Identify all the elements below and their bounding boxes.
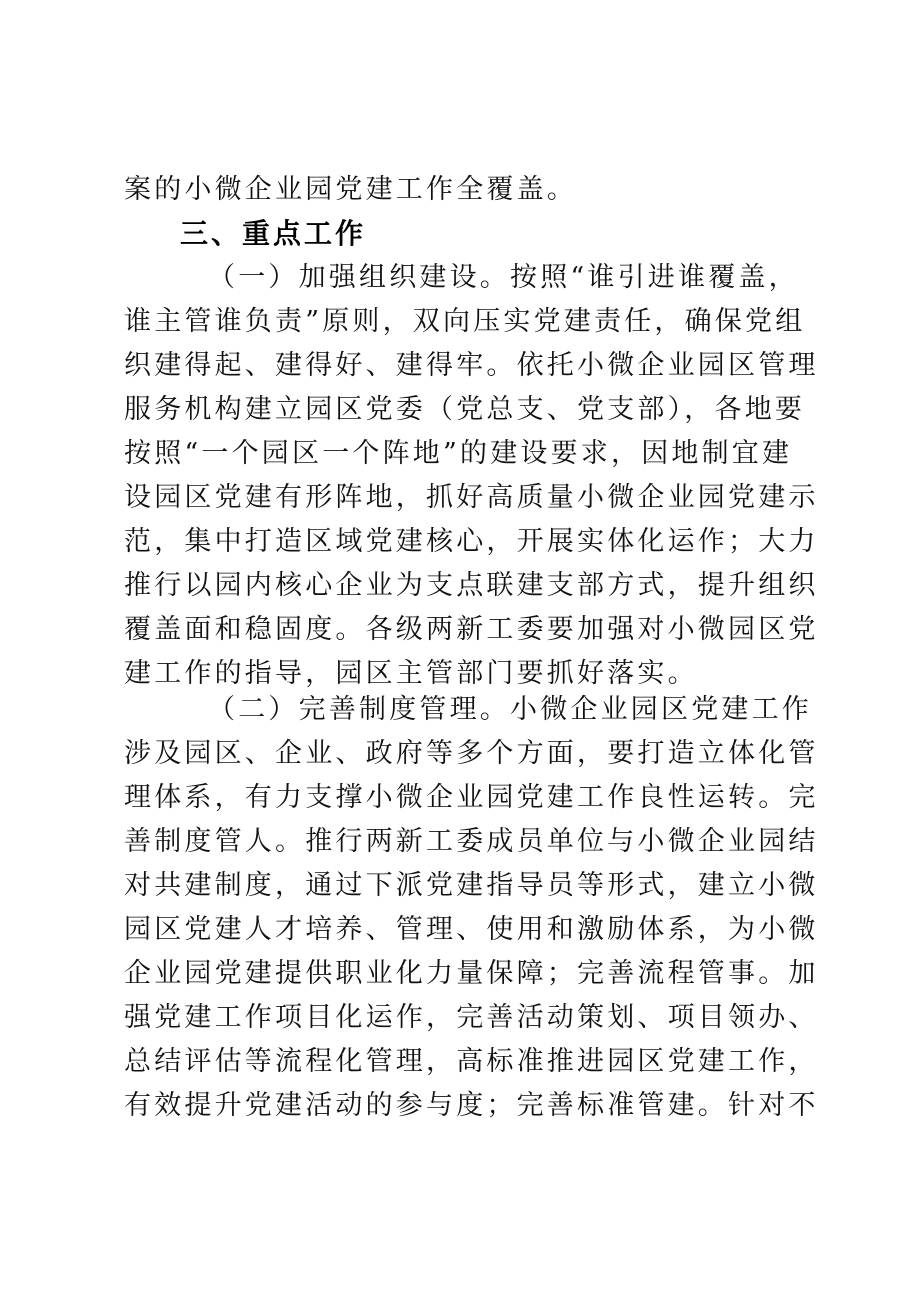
paragraph-line: 按照“一个园区一个阵地”的建设要求，因地制宜建 bbox=[124, 438, 793, 469]
paragraph-line: 织建得起、建得好、建得牢。依托小微企业园区管理 bbox=[124, 350, 819, 381]
paragraph-line: 谁主管谁负责”原则，双向压实党建责任，确保党组 bbox=[124, 306, 806, 337]
paragraph-line: 企业园党建提供职业化力量保障；完善流程管事。加 bbox=[124, 958, 819, 989]
paragraph-line: 推行以园内核心企业为支点联建支部方式，提升组织 bbox=[124, 570, 819, 601]
paragraph-line: 案的小微企业园党建工作全覆盖。 bbox=[124, 174, 577, 205]
paragraph-line: 理体系，有力支撑小微企业园党建工作良性运转。完 bbox=[124, 782, 819, 813]
paragraph-line: 服务机构建立园区党委（党总支、党支部），各地要 bbox=[124, 394, 806, 425]
paragraph-line: 设园区党建有形阵地，抓好高质量小微企业园党建示 bbox=[124, 482, 819, 513]
paragraph-line: 范，集中打造区域党建核心，开展实体化运作；大力 bbox=[124, 526, 819, 557]
paragraph-line: 总结评估等流程化管理，高标准推进园区党建工作， bbox=[124, 1046, 819, 1077]
section-heading: 三、重点工作 bbox=[180, 217, 367, 250]
paragraph-line: （二）完善制度管理。小微企业园区党建工作 bbox=[208, 694, 812, 725]
paragraph-line: 有效提升党建活动的参与度；完善标准管建。针对不 bbox=[124, 1090, 819, 1121]
paragraph-line: 建工作的指导，园区主管部门要抓好落实。 bbox=[124, 658, 698, 689]
paragraph-line: 园区党建人才培养、管理、使用和激励体系，为小微 bbox=[124, 914, 819, 945]
paragraph-line: 对共建制度，通过下派党建指导员等形式，建立小微 bbox=[124, 870, 819, 901]
paragraph-line: 强党建工作项目化运作，完善活动策划、项目领办、 bbox=[124, 1002, 819, 1033]
paragraph-line: 涉及园区、企业、政府等多个方面，要打造立体化管 bbox=[124, 738, 819, 769]
paragraph-line: 善制度管人。推行两新工委成员单位与小微企业园结 bbox=[124, 826, 819, 857]
paragraph-line: （一）加强组织建设。按照“谁引进谁覆盖， bbox=[208, 262, 799, 293]
paragraph-line: 覆盖面和稳固度。各级两新工委要加强对小微园区党 bbox=[124, 614, 819, 645]
